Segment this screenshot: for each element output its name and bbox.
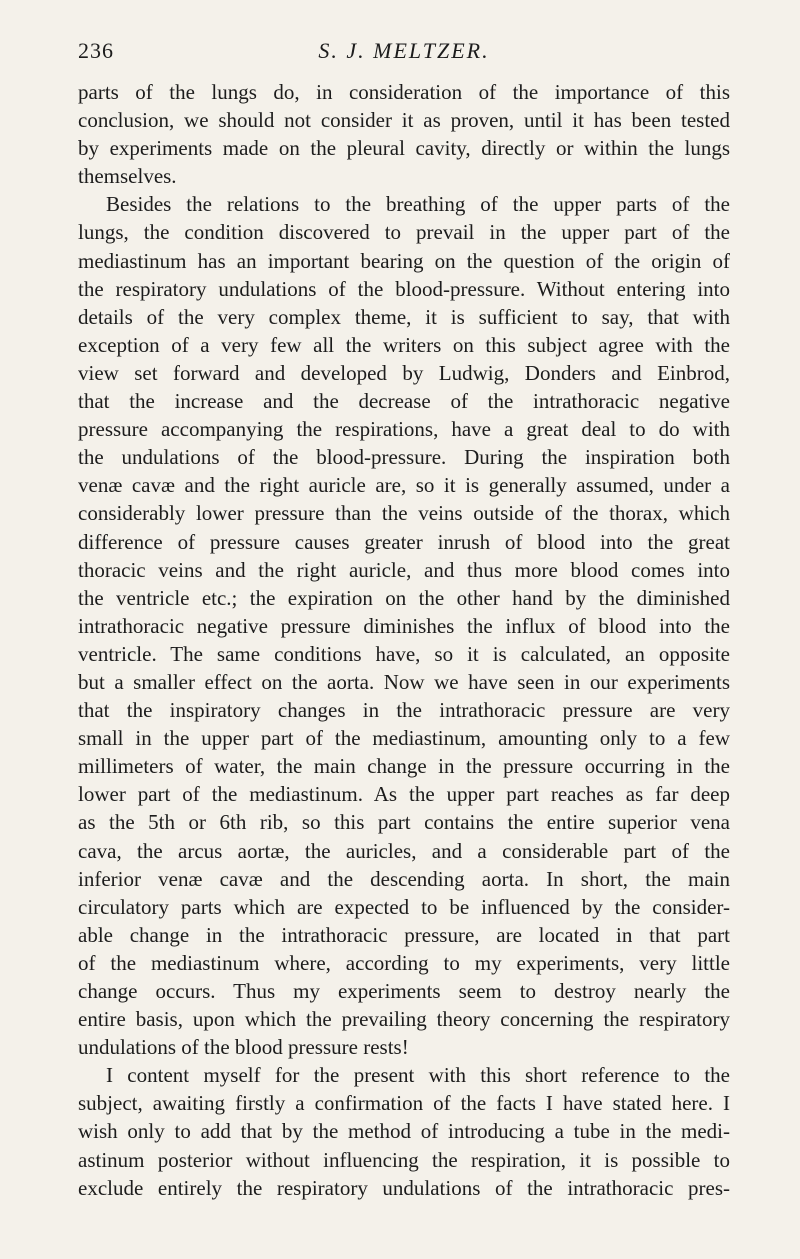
text-line: small in the upper part of the mediastinum, amounting only to a few [78,726,730,751]
text-line: exclude entirely the respiratory undulations of the intrathoracic pres- [78,1175,730,1200]
text-line: inferior venæ cavæ and the descending aorta. In short, the main [78,866,730,891]
text-line: lower part of the mediastinum. As the upper part reaches as far deep [78,782,730,807]
text-line: parts of the lungs do, in consideration of the importance of this [78,80,730,104]
text-line: the undulations of the blood-pressure. During the inspiration both [78,445,730,470]
book-page [78,38,730,1202]
text-line: ventricle. The same conditions have, so it is calculated, an opposite [78,641,730,666]
running-head [78,38,730,78]
page-number: 236 [78,38,114,63]
body-text [78,78,730,1202]
text-line: millimeters of water, the main change in the pressure occurring in the [78,754,730,779]
text-line: but a smaller effect on the aorta. Now we have seen in our experiments [78,669,730,694]
text-line: wish only to add that by the method of introducing a tube in the medi- [78,1119,730,1144]
text-line: undulations of the blood pressure rests! [78,1035,409,1060]
text-line: the ventricle etc.; the expiration on the other hand by the diminished [78,585,730,610]
text-line: able change in the intrathoracic pressure, are located in that part [78,922,730,947]
text-line: lungs, the condition discovered to prevail in the upper part of the [78,220,730,245]
text-line: of the mediastinum where, according to my experiments, very little [78,950,730,975]
text-line: considerably lower pressure than the veins outside of the thorax, which [78,501,730,526]
text-line: cava, the arcus aortæ, the auricles, and a considerable part of the [78,838,730,863]
text-line: venæ cavæ and the right auricle are, so it is generally assumed, under a [78,473,730,498]
text-line: as the 5th or 6th rib, so this part contains the entire superior vena [78,810,730,835]
text-line: themselves. [78,164,177,189]
text-line: difference of pressure causes greater inrush of blood into the great [78,529,730,554]
text-line: the respiratory undulations of the blood-pressure. Without entering into [78,276,730,301]
text-line: thoracic veins and the right auricle, and thus more blood comes into [78,557,730,582]
text-line: pressure accompanying the respirations, have a great deal to do with [78,417,730,442]
text-line: details of the very complex theme, it is sufficient to say, that with [78,304,730,329]
text-line: that the inspiratory changes in the intrathoracic pressure are very [78,698,730,723]
text-line: that the increase and the decrease of the intrathoracic negative [78,389,730,414]
text-line: Besides the relations to the breathing of the upper parts of the [106,192,730,217]
text-line: view set forward and developed by Ludwig, Donders and Einbrod, [78,360,730,385]
text-line: by experiments made on the pleural cavity, directly or within the lungs [78,136,730,161]
text-line: intrathoracic negative pressure diminishes the influx of blood into the [78,613,730,638]
text-line: I content myself for the present with this short reference to the [106,1063,730,1088]
text-line: subject, awaiting firstly a confirmation of the facts I have stated here. I [78,1091,730,1116]
text-line: mediastinum has an important bearing on the question of the origin of [78,248,730,273]
text-line: change occurs. Thus my experiments seem to destroy nearly the [78,979,730,1003]
text-line: entire basis, upon which the prevailing theory concerning the respiratory [78,1007,730,1032]
running-title: S. J. MELTZER. [318,38,490,63]
text-line: conclusion, we should not consider it as proven, until it has been tested [78,108,730,133]
text-line: exception of a very few all the writers on this subject agree with the [78,332,730,357]
text-line: astinum posterior without influencing the respiration, it is possible to [78,1147,730,1172]
text-line: circulatory parts which are expected to be influenced by the consider- [78,894,730,919]
